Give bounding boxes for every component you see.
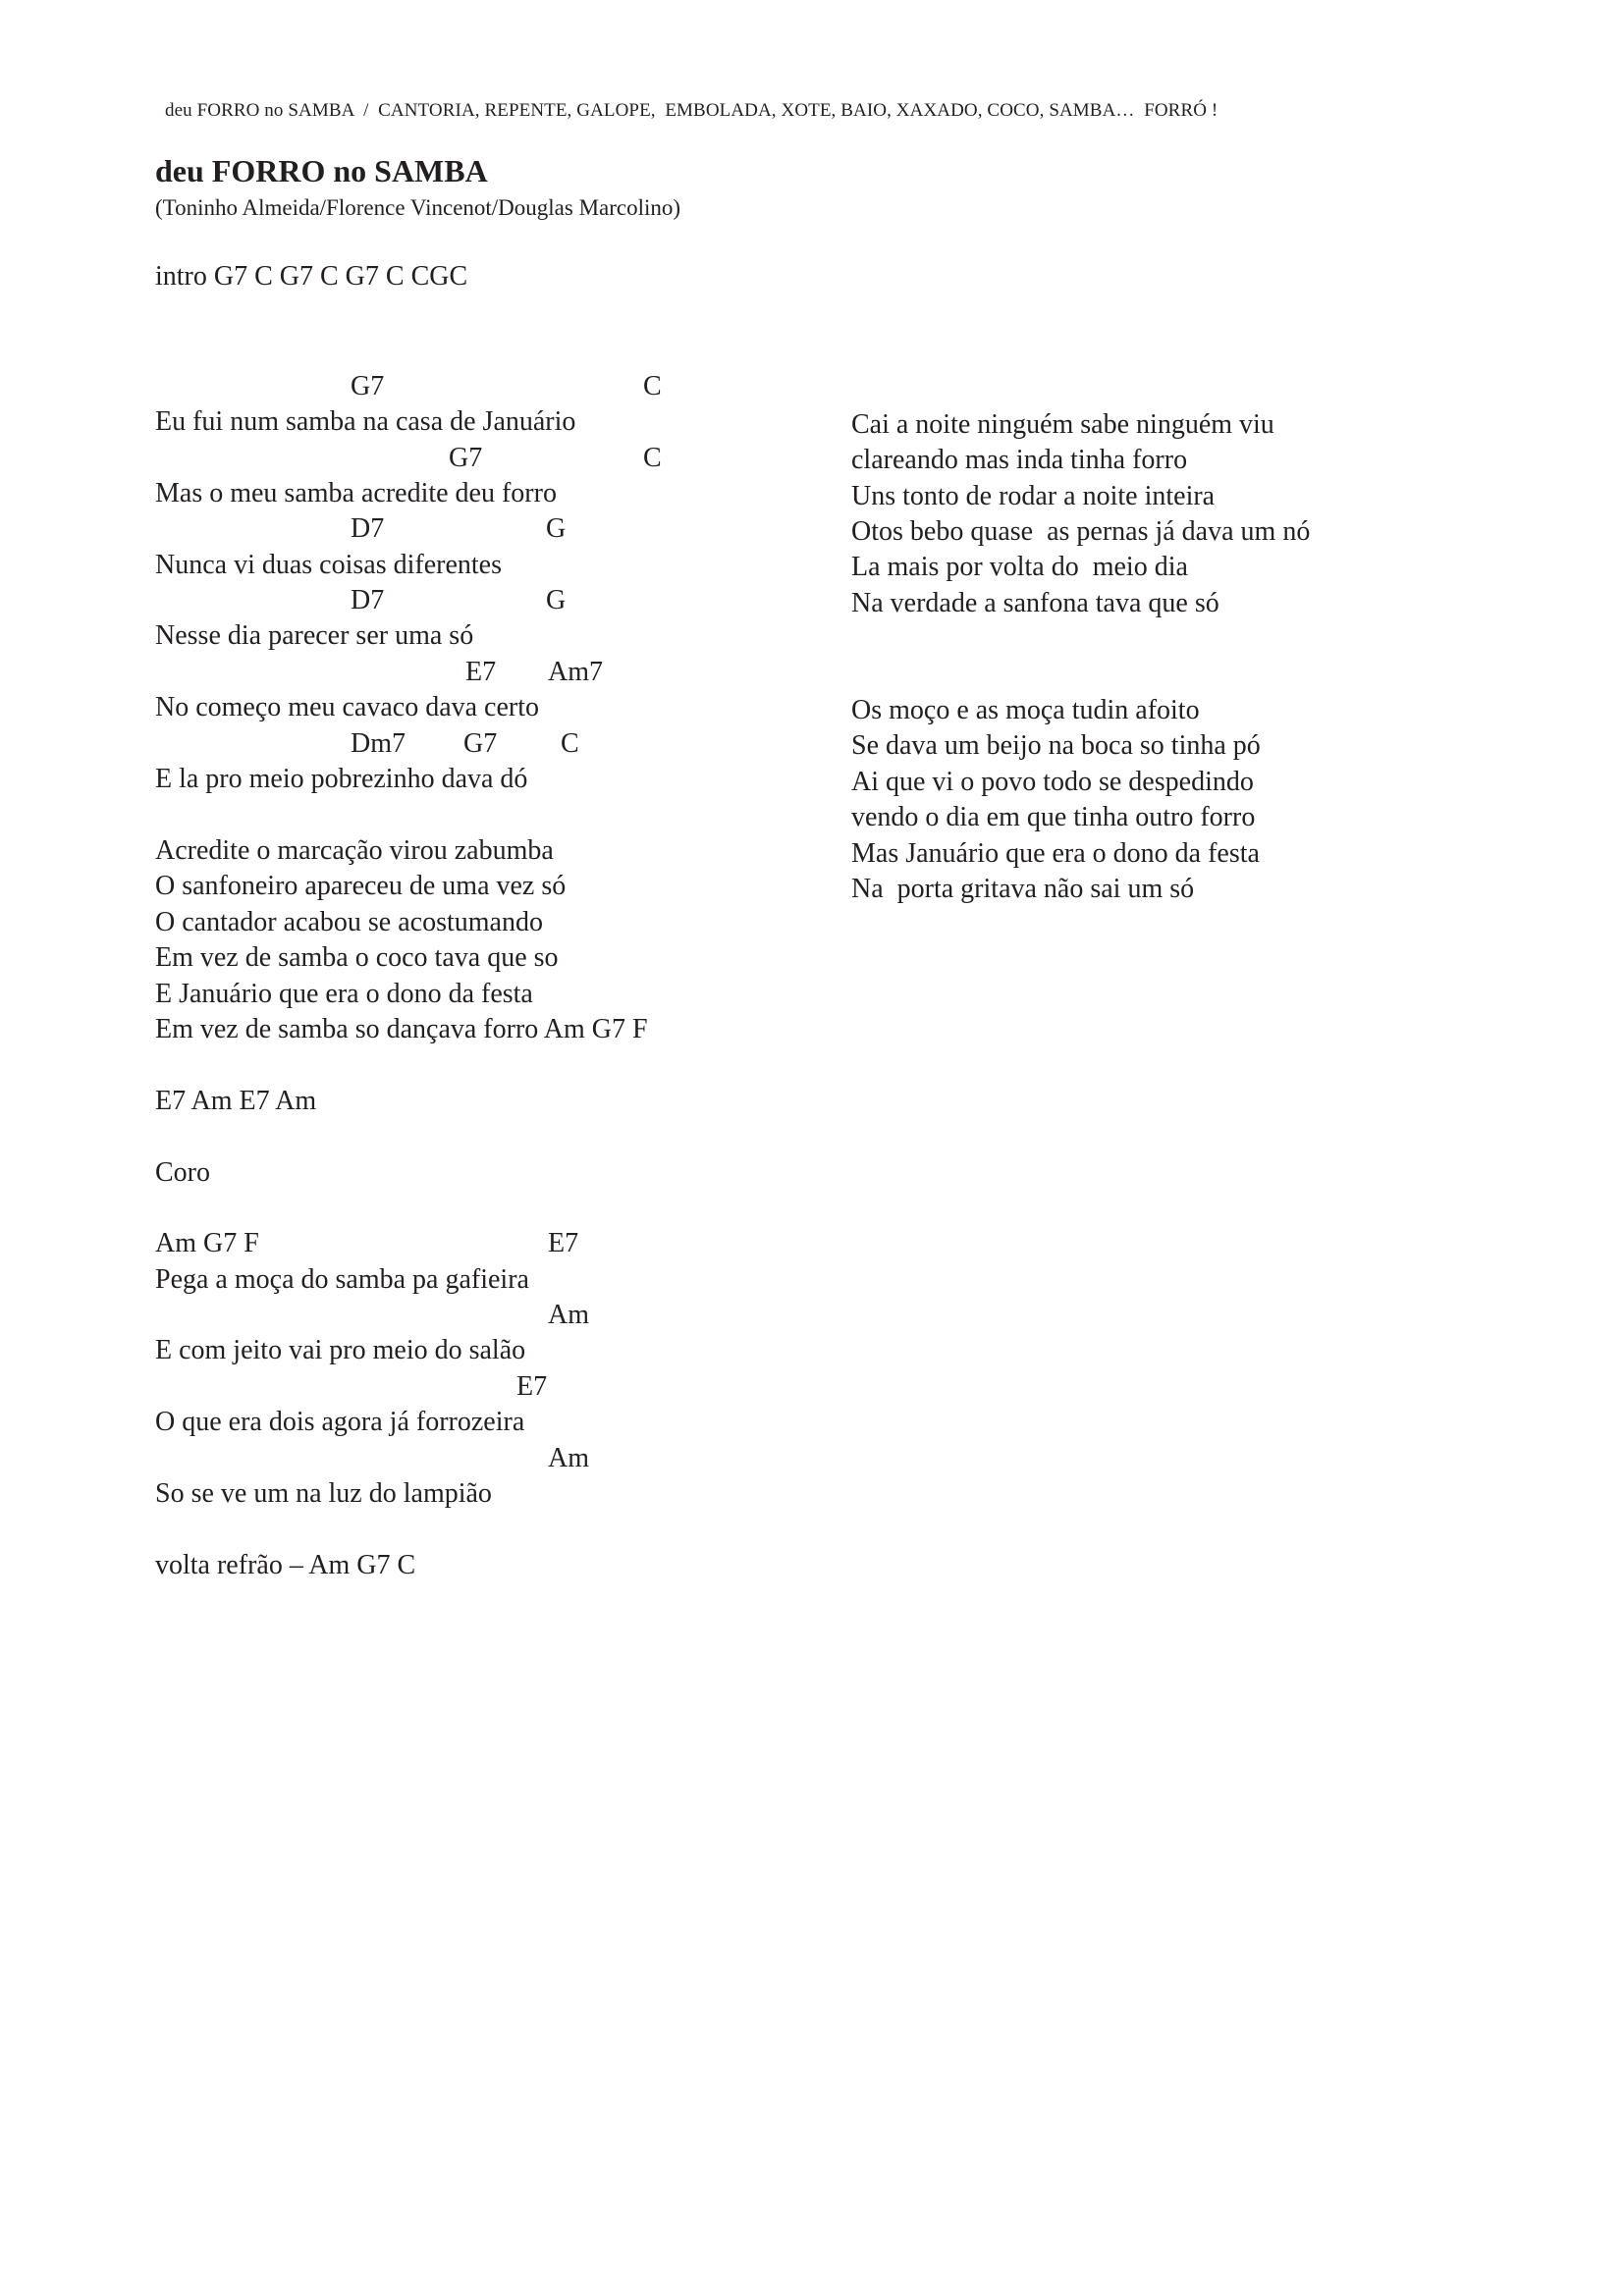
chord: Am G7 F [155, 1228, 259, 1258]
lyric-line: E Januário que era o dono da festa [155, 979, 533, 1009]
lyric-line: Cai a noite ninguém sabe ninguém viu [851, 409, 1274, 440]
chord: Dm7 [351, 728, 406, 759]
lyric-line: Se dava um beijo na boca so tinha pó [851, 730, 1261, 761]
chord: Am [548, 1300, 589, 1330]
chord: Am [548, 1443, 589, 1473]
outro-line: volta refrão – Am G7 C [155, 1550, 416, 1580]
chorus-label: Coro [155, 1157, 210, 1188]
song-title: deu FORRO no SAMBA [155, 153, 488, 188]
lyric-line: Otos bebo quase as pernas já dava um nó [851, 516, 1311, 547]
chord: C [643, 443, 662, 473]
page-header: deu FORRO no SAMBA / CANTORIA, REPENTE, GALOPE, EMBOLADA, XOTE, BAIO, XAXADO, COCO, SAMBA… FORRÓ ! [165, 100, 1218, 121]
chord: E7 [548, 1228, 579, 1258]
lyric-line: Acredite o marcação virou zabumba [155, 835, 554, 866]
chord: G7 [351, 371, 385, 401]
lyric-line: O que era dois agora já forrozeira [155, 1407, 525, 1437]
lyric-line: vendo o dia em que tinha outro forro [851, 802, 1256, 832]
song-authors: (Toninho Almeida/Florence Vincenot/Douglas Marcolino) [155, 195, 681, 220]
chord: G [546, 585, 567, 615]
lyric-line: Uns tonto de rodar a noite inteira [851, 481, 1216, 511]
chord: E7 [516, 1371, 548, 1402]
chord: G [546, 513, 567, 544]
lyric-line: Eu fui num samba na casa de Januário [155, 406, 576, 437]
lyric-line: Em vez de samba so dançava forro Am G7 F [155, 1014, 648, 1044]
lyric-line: So se ve um na luz do lampião [155, 1478, 492, 1509]
lyric-line: O cantador acabou se acostumando [155, 907, 543, 937]
lyric-line: Nunca vi duas coisas diferentes [155, 550, 502, 580]
lyric-line: No começo meu cavaco dava certo [155, 692, 540, 722]
bridge-chords: E7 Am E7 Am [155, 1086, 317, 1116]
lyric-line: La mais por volta do meio dia [851, 552, 1188, 582]
lyric-line: Na porta gritava não sai um só [851, 874, 1195, 904]
chord: G7 [449, 443, 483, 473]
lyric-line: Os moço e as moça tudin afoito [851, 695, 1200, 725]
lyric-line: Mas o meu samba acredite deu forro [155, 478, 557, 508]
lyric-line: Na verdade a sanfona tava que só [851, 588, 1219, 618]
lyric-line: O sanfoneiro apareceu de uma vez só [155, 871, 567, 901]
lyric-line: E la pro meio pobrezinho dava dó [155, 764, 528, 794]
chord: D7 [351, 585, 385, 615]
chord: C [561, 728, 579, 759]
lyric-line: Pega a moça do samba pa gafieira [155, 1264, 529, 1295]
intro-line: intro G7 C G7 C G7 C CGC [155, 261, 468, 292]
lyric-line: Mas Januário que era o dono da festa [851, 838, 1260, 869]
lyric-line: Em vez de samba o coco tava que so [155, 942, 559, 973]
lyric-line: Ai que vi o povo todo se despedindo [851, 767, 1254, 797]
chord: E7 [465, 657, 497, 687]
chord: D7 [351, 513, 385, 544]
chord: C [643, 371, 662, 401]
lyric-line: E com jeito vai pro meio do salão [155, 1335, 526, 1365]
lyric-line: Nesse dia parecer ser uma só [155, 620, 474, 651]
lyric-line: clareando mas inda tinha forro [851, 445, 1188, 475]
chord: G7 [463, 728, 498, 759]
chord: Am7 [548, 657, 603, 687]
